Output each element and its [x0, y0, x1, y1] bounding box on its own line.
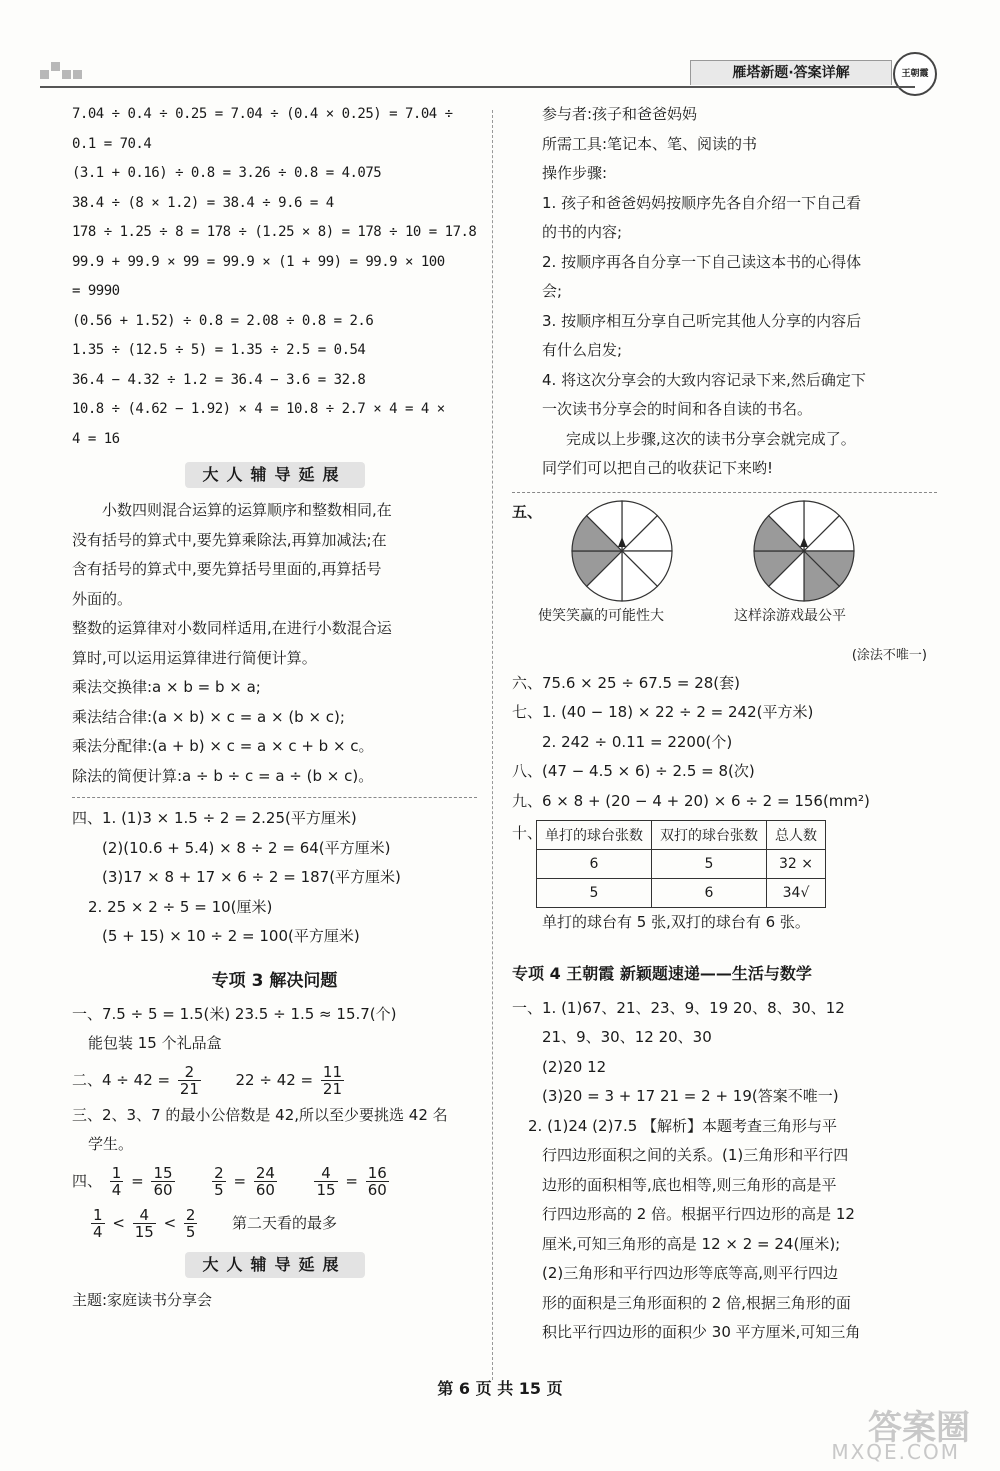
answer-line: 行四边形高的 2 倍。根据平行四边形的高是 12: [542, 1205, 855, 1223]
calc-line: 4 = 16: [72, 430, 120, 447]
answer-line: 2. 25 × 2 ÷ 5 = 10(厘米): [88, 897, 273, 916]
answer-line: (3)20 = 3 + 17 21 = 2 + 19(答案不唯一): [542, 1087, 839, 1105]
calc-line: 38.4 ÷ (8 × 1.2) = 38.4 ÷ 9.6 = 4: [72, 194, 334, 211]
guide-box: [72, 462, 477, 798]
reading-line: 有什么启发;: [542, 341, 623, 359]
reading-line: 完成以上步骤,这次的读书分享会就完成了。: [566, 429, 856, 448]
q10-block: [512, 820, 937, 908]
table-header-row: [537, 821, 826, 850]
reading-line: 3. 按顺序相互分享自己听完其他人分享的内容后: [542, 311, 862, 330]
reading-line: 2. 按顺序再各自分享一下自己读这本书的心得体: [542, 252, 862, 271]
answer-line: 三、2、3、7 的最小公倍数是 42,所以至少要挑选 42 名: [72, 1105, 448, 1124]
guide-banner: 大人辅导延展: [185, 462, 365, 488]
table-cell: 6: [652, 879, 767, 908]
answer-line: (5 + 15) × 10 ÷ 2 = 100(平方厘米): [102, 927, 360, 945]
answer-table: [536, 820, 826, 908]
answer-line: (2)20 12: [542, 1057, 607, 1076]
column-divider: [492, 110, 493, 1380]
answer-line: 形的面积是三角形面积的 2 倍,根据三角形的面: [542, 1293, 851, 1312]
fraction: [151, 1165, 174, 1198]
equals: =: [233, 1171, 247, 1190]
left-column: [72, 100, 477, 1315]
denominator: 5: [214, 1180, 224, 1199]
answer-line: (2)(10.6 + 5.4) × 8 ÷ 2 = 64(平方厘米): [102, 838, 391, 857]
pie-figures: [512, 493, 937, 643]
reading-line: 会;: [542, 282, 563, 300]
table-cell: 5: [652, 850, 767, 879]
topic3-title: 专项 3 解决问题: [211, 970, 338, 991]
topic4-block: [512, 994, 937, 1348]
numerator: 24: [255, 1163, 275, 1182]
answer-line: 2. 242 ÷ 0.11 = 2200(个): [542, 732, 733, 751]
denominator: 60: [255, 1180, 275, 1199]
numerator: 2: [178, 1064, 201, 1081]
fraction-compare-line: [72, 1202, 477, 1244]
table-row: [537, 879, 826, 908]
pie-caption-left: 使笑笑赢的可能性大: [538, 607, 664, 624]
header-title: 雁塔新题·答案详解: [690, 60, 892, 85]
table-row: [537, 850, 826, 879]
reading-line: 4. 将这次分享会的大致内容记录下来,然后确定下: [542, 370, 866, 389]
answer-line: 七、1. (40 − 18) × 22 ÷ 2 = 242(平方米): [512, 703, 814, 721]
answer-line: 六、75.6 × 25 ÷ 67.5 = 28(套): [512, 673, 740, 692]
pie-chart-left: [570, 499, 674, 603]
table-header: 总人数: [767, 821, 826, 850]
fraction: [254, 1165, 277, 1198]
pie-note: (涂法不唯一): [851, 647, 927, 663]
fraction: [91, 1207, 105, 1240]
answer-line: 单打的球台有 5 张,双打的球台有 6 张。: [542, 913, 810, 931]
denominator: 21: [322, 1079, 343, 1098]
denominator: 15: [134, 1222, 154, 1241]
answer-line: 九、6 × 8 + (20 − 4 + 20) × 6 ÷ 2 = 156(mm²): [512, 791, 870, 810]
numerator: 2: [214, 1163, 224, 1182]
answer-line: 能包装 15 个礼品盒: [88, 1034, 222, 1052]
fraction: [314, 1165, 337, 1198]
answer-line: 2. (1)24 (2)7.5 【解析】本题考查三角形与平: [528, 1116, 838, 1135]
guide-line: 含有括号的算式中,要先算括号里面的,再算括号: [72, 560, 382, 578]
theme-line: 主题:家庭读书分享会: [72, 1290, 213, 1309]
denominator: 4: [111, 1180, 122, 1199]
fraction-line: [72, 1059, 477, 1101]
q5-label: 五、: [512, 502, 543, 521]
topic3-block: [72, 1000, 477, 1244]
guide-line: 乘法交换律:a × b = b × a;: [72, 678, 261, 696]
topic4-title: 专项 4 王朝霞 新颖题速递——生活与数学: [512, 963, 812, 983]
answer-line: 一、1. (1)67、21、23、9、19 20、8、30、12: [512, 998, 845, 1017]
answer-line: (2)三角形和平行四边形等底等高,则平行四边: [542, 1264, 839, 1282]
table-cell: 5: [537, 879, 652, 908]
denominator: 4: [93, 1222, 103, 1241]
header-rule: [40, 86, 915, 88]
page-number: 第 6 页 共 15 页: [437, 1379, 563, 1398]
reading-line: 1. 孩子和爸爸妈妈按顺序先各自介绍一下自己看: [542, 193, 862, 212]
equals: =: [131, 1171, 144, 1190]
text: 四、: [72, 1171, 103, 1190]
numerator: 11: [322, 1062, 343, 1081]
answer-line: 八、(47 − 4.5 × 6) ÷ 2.5 = 8(次): [512, 762, 755, 780]
pie-chart-right: [752, 499, 856, 603]
denominator: 5: [185, 1222, 196, 1241]
guide-line: 小数四则混合运算的运算顺序和整数相同,在: [102, 501, 392, 519]
reading-line: 操作步骤:: [542, 164, 608, 182]
answer-line: 厘米,可知三角形的高是 12 × 2 = 24(厘米);: [542, 1234, 841, 1253]
table-header: 单打的球台张数: [537, 821, 652, 850]
answer-line: 行四边形面积之间的关系。(1)三角形和平行四: [542, 1146, 849, 1164]
denominator: 60: [153, 1180, 173, 1199]
reading-line: 参与者:孩子和爸爸妈妈: [542, 105, 698, 123]
guide-line: 乘法分配律:(a + b) × c = a × c + b × c。: [72, 737, 374, 755]
calc-line: 99.9 + 99.9 × 99 = 99.9 × (1 + 99) = 99.9 × 100: [72, 253, 445, 270]
answer-line: (3)17 × 8 + 17 × 6 ÷ 2 = 187(平方厘米): [102, 868, 401, 886]
fraction: [133, 1207, 156, 1240]
calc-line: (3.1 + 0.16) ÷ 0.8 = 3.26 ÷ 0.8 = 4.075: [72, 165, 382, 181]
calc-line: 10.8 ÷ (4.62 − 1.92) × 4 = 10.8 ÷ 2.7 × 4 = 4 ×: [72, 401, 445, 417]
calc-line: 7.04 ÷ 0.4 ÷ 0.25 = 7.04 ÷ (0.4 × 0.25) = 7.04 ÷: [72, 106, 453, 122]
denominator: 15: [316, 1180, 336, 1199]
guide-line: 算时,可以运用运算律进行简便计算。: [72, 648, 317, 667]
fraction: [366, 1165, 389, 1198]
fraction: [110, 1165, 124, 1198]
calc-line: 36.4 − 4.32 ÷ 1.2 = 36.4 − 3.6 = 32.8: [72, 371, 366, 388]
answer-line: 一、7.5 ÷ 5 = 1.5(米) 23.5 ÷ 1.5 ≈ 15.7(个): [72, 1004, 397, 1023]
brand-badge: 王朝霞: [893, 52, 937, 96]
fraction: [184, 1207, 198, 1240]
right-column: [512, 100, 937, 1348]
answer-line: 边形的面积相等,底也相等,则三角形的高是平: [542, 1175, 837, 1194]
text: 二、4 ÷ 42 =: [72, 1070, 171, 1089]
reading-line: 所需工具:笔记本、笔、阅读的书: [542, 134, 758, 153]
guide-line: 乘法结合律:(a × b) × c = a × (b × c);: [72, 707, 345, 726]
less-than: <: [163, 1213, 177, 1232]
answer-line: 21、9、30、12 20、30: [542, 1028, 712, 1046]
fraction-line: [72, 1160, 477, 1202]
numerator: 1: [111, 1163, 122, 1182]
text: 22 ÷ 42 =: [235, 1070, 314, 1089]
fraction: [178, 1064, 201, 1097]
guide-line: 整数的运算律对小数同样适用,在进行小数混合运: [72, 619, 392, 637]
numerator: 4: [133, 1207, 156, 1224]
denominator: 60: [367, 1180, 387, 1199]
numerator: 2: [185, 1205, 196, 1224]
fraction: [321, 1064, 344, 1097]
table-cell: 34√: [767, 879, 826, 908]
answer-line: 积比平行四边形的面积少 30 平方厘米,可知三角: [542, 1323, 861, 1341]
numerator: 4: [314, 1165, 337, 1182]
calc-line: (0.56 + 1.52) ÷ 0.8 = 2.08 ÷ 0.8 = 2.6: [72, 312, 374, 329]
calc-line: 1.35 ÷ (12.5 ÷ 5) = 1.35 ÷ 2.5 = 0.54: [72, 342, 366, 358]
reading-line: 一次读书分享会的时间和各自读的书名。: [542, 400, 813, 418]
calc-line: 0.1 = 70.4: [72, 135, 152, 152]
guide-line: 外面的。: [72, 589, 133, 608]
fraction: [212, 1165, 226, 1198]
text: 第二天看的最多: [232, 1213, 338, 1232]
calc-line: = 9990: [72, 283, 120, 299]
guide-line: 除法的简便计算:a ÷ b ÷ c = a ÷ (b × c)。: [72, 766, 374, 785]
calc-line: 178 ÷ 1.25 ÷ 8 = 178 ÷ (1.25 × 8) = 178 ÷ 10 = 17.8: [72, 224, 477, 240]
numerator: 15: [153, 1163, 173, 1182]
pie-caption-right: 这样涂游戏最公平: [734, 607, 846, 624]
table-cell: 6: [537, 850, 652, 879]
reading-block: [512, 100, 937, 484]
watermark-url: MXQE.COM: [831, 1440, 960, 1464]
numerator: 16: [367, 1163, 387, 1182]
table-cell: 32 ×: [767, 850, 826, 879]
section-four: [72, 804, 477, 952]
denominator: 21: [179, 1079, 199, 1098]
reading-line: 的书的内容;: [542, 223, 623, 241]
answer-line: 四、1. (1)3 × 1.5 ÷ 2 = 2.25(平方厘米): [72, 809, 357, 827]
answer-line: 学生。: [88, 1135, 134, 1153]
calc-block: [72, 100, 477, 454]
guide-banner: 大人辅导延展: [185, 1252, 365, 1278]
guide-line: 没有括号的算式中,要先算乘除法,再算加减法;在: [72, 530, 387, 549]
q10-label: 十、: [512, 824, 543, 842]
watermark-logo: 答案圈: [868, 1408, 970, 1448]
reading-line: 同学们可以把自己的收获记下来哟!: [542, 459, 774, 477]
equals: =: [345, 1171, 358, 1190]
table-header: 双打的球台张数: [652, 821, 767, 850]
numerator: 1: [93, 1205, 103, 1224]
less-than: <: [112, 1213, 125, 1232]
